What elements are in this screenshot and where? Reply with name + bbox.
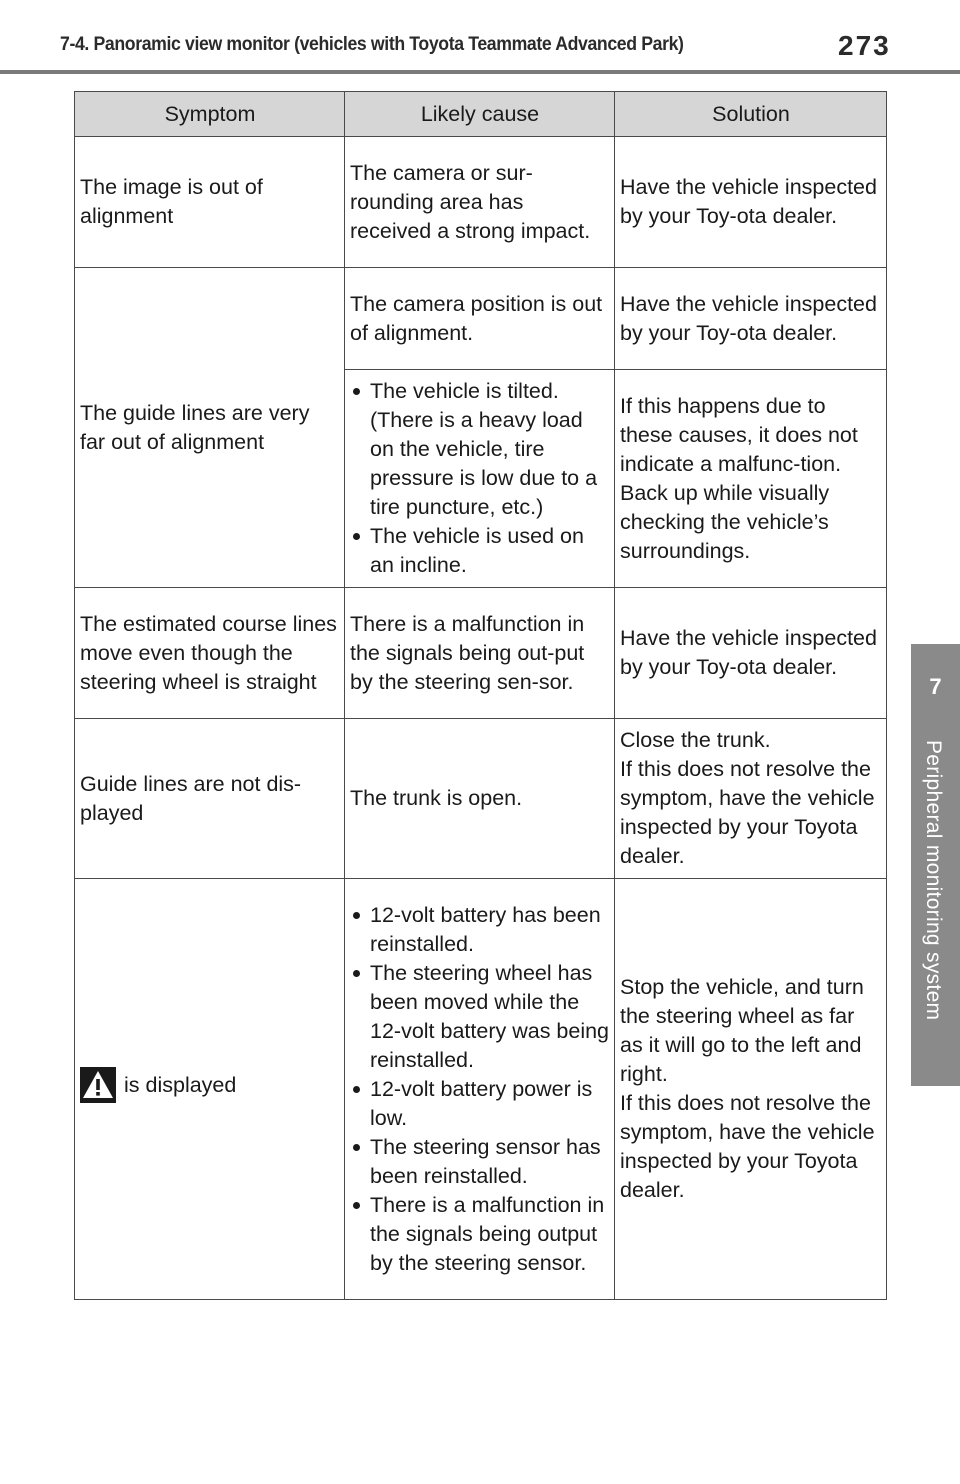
header-divider bbox=[0, 70, 960, 74]
list-item: The steering wheel has been moved while the 12-volt battery was being reinstalled. bbox=[350, 959, 610, 1075]
table-row bbox=[75, 268, 887, 370]
symptom-cell: The guide lines are very far out of alignment bbox=[75, 268, 345, 588]
cause-list bbox=[350, 901, 610, 1278]
solution-line: If this happens due to these causes, it does not indicate a malfunc-tion. bbox=[620, 393, 858, 476]
chapter-label: Peripheral monitoring system bbox=[922, 740, 945, 1021]
solution-cell: Have the vehicle inspected by your Toy-ota dealer. bbox=[615, 588, 887, 719]
solution-line: If this does not resolve the symptom, have the vehicle inspected by your Toyota dealer. bbox=[620, 1091, 875, 1202]
page-header bbox=[0, 0, 960, 76]
cause-cell: The trunk is open. bbox=[345, 719, 615, 879]
troubleshooting-table bbox=[74, 91, 887, 1300]
cause-cell: There is a malfunction in the signals being out-put by the steering sen-sor. bbox=[345, 588, 615, 719]
list-item: The vehicle is used on an incline. bbox=[350, 522, 610, 580]
solution-line: Close the trunk. bbox=[620, 728, 771, 752]
chapter-tab bbox=[911, 644, 960, 1086]
table-row bbox=[75, 588, 887, 719]
table-row bbox=[75, 719, 887, 879]
symptom-cell: The estimated course lines move even though the steering wheel is straight bbox=[75, 588, 345, 719]
warning-icon bbox=[80, 1067, 116, 1103]
symptom-cell: Guide lines are not dis-played bbox=[75, 719, 345, 879]
header-solution: Solution bbox=[615, 92, 887, 137]
table-header-row bbox=[75, 92, 887, 137]
chapter-number: 7 bbox=[929, 674, 942, 699]
solution-cell bbox=[615, 370, 887, 588]
header-symptom: Symptom bbox=[75, 92, 345, 137]
symptom-warning bbox=[80, 1067, 236, 1103]
solution-cell bbox=[615, 879, 887, 1300]
solution-cell bbox=[615, 719, 887, 879]
cause-cell bbox=[345, 370, 615, 588]
table-row bbox=[75, 879, 887, 1300]
list-item: 12-volt battery has been reinstalled. bbox=[350, 901, 610, 959]
list-item: There is a malfunction in the signals being output by the steering sensor. bbox=[350, 1191, 610, 1278]
list-item: 12-volt battery power is low. bbox=[350, 1075, 610, 1133]
solution-line: Back up while visually checking the vehicle’s surroundings. bbox=[620, 480, 830, 563]
cause-cell: The camera position is out of alignment. bbox=[345, 268, 615, 370]
cause-cell bbox=[345, 879, 615, 1300]
cause-list bbox=[350, 377, 610, 580]
symptom-cell: The image is out of alignment bbox=[75, 137, 345, 268]
cause-cell: The camera or sur-rounding area has received a strong impact. bbox=[345, 137, 615, 268]
list-item: The steering sensor has been reinstalled. bbox=[350, 1133, 610, 1191]
solution-cell: Have the vehicle inspected by your Toy-ota dealer. bbox=[615, 137, 887, 268]
symptom-text: is displayed bbox=[124, 1072, 237, 1097]
page-number: 273 bbox=[838, 30, 891, 61]
list-item: The vehicle is tilted. (There is a heavy load on the vehicle, tire pressure is low due to a tire puncture, etc.) bbox=[350, 377, 610, 522]
solution-line: Stop the vehicle, and turn the steering wheel as far as it will go to the left and right. bbox=[620, 975, 864, 1086]
symptom-cell bbox=[75, 879, 345, 1300]
solution-cell: Have the vehicle inspected by your Toy-ota dealer. bbox=[615, 268, 887, 370]
solution-line: If this does not resolve the symptom, have the vehicle inspected by your Toyota dealer. bbox=[620, 757, 875, 868]
header-likely-cause: Likely cause bbox=[345, 92, 615, 137]
table-row bbox=[75, 137, 887, 268]
section-title: 7-4. Panoramic view monitor (vehicles with Toyota Teammate Advanced Park) bbox=[60, 34, 684, 55]
